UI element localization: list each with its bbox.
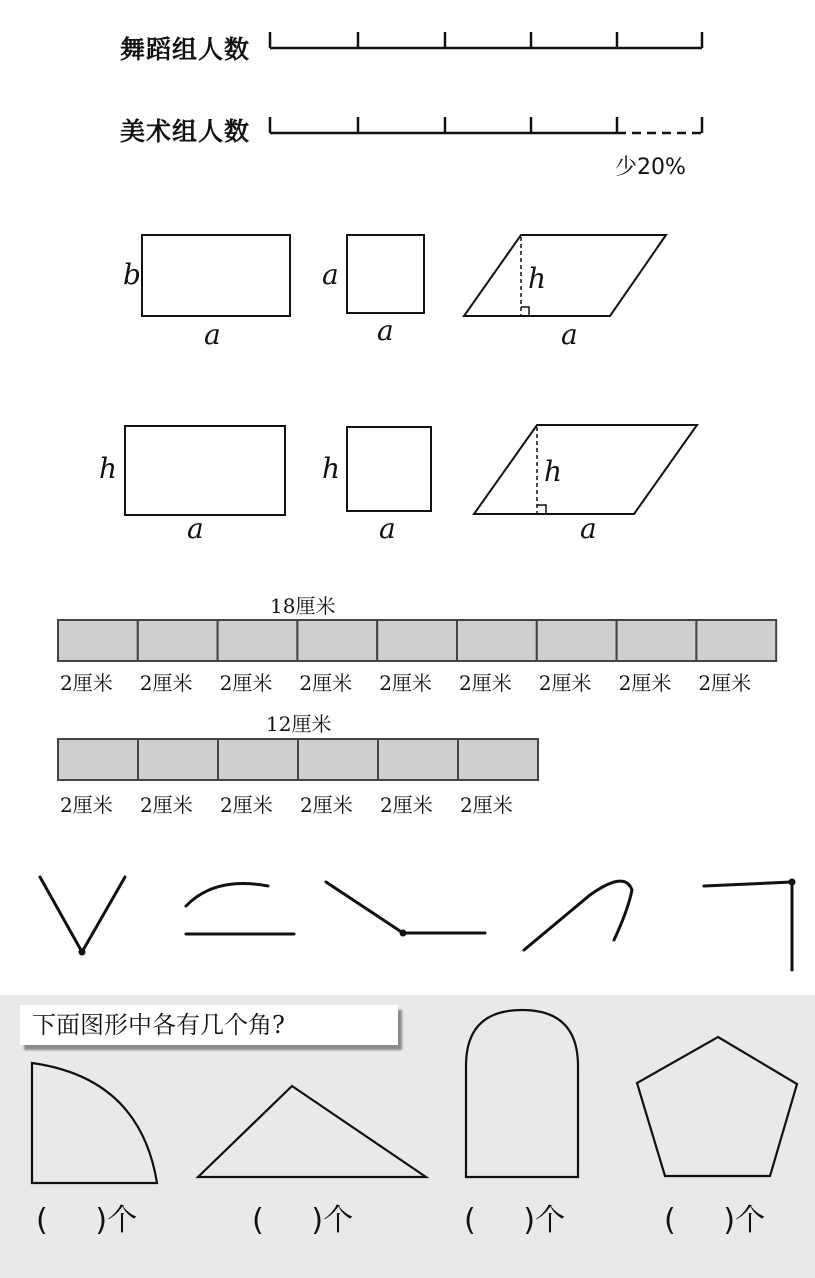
rect1-bottom-label: a xyxy=(204,318,221,351)
top-segment-label: 2厘米 xyxy=(60,671,113,695)
rect2-bottom-label: a xyxy=(187,512,204,545)
square2-bottom-label: a xyxy=(379,512,396,545)
para1-bottom-label: a xyxy=(561,318,578,351)
bottom-segment-label: 2厘米 xyxy=(380,793,433,817)
answer-blank-1[interactable]: ( )个 xyxy=(36,1203,138,1238)
square1-bottom-label: a xyxy=(377,314,394,347)
top-segment-label: 2厘米 xyxy=(698,671,752,695)
bottom-segment-label: 2厘米 xyxy=(460,793,513,817)
top-segment-label: 2厘米 xyxy=(299,671,353,695)
answer-blank-3[interactable]: ( )个 xyxy=(464,1203,566,1238)
top-segment-label: 2厘米 xyxy=(219,671,273,695)
top-segment-label: 2厘米 xyxy=(379,671,432,695)
pentagon-shape xyxy=(637,1037,797,1176)
strip-top-total: 18厘米 xyxy=(270,594,336,618)
quarter-circle-shape xyxy=(32,1063,157,1183)
bottom-segment-label: 2厘米 xyxy=(300,793,353,817)
para1-height-label: h xyxy=(528,262,547,295)
bottom-segment-label: 2厘米 xyxy=(140,793,193,817)
answer-blank-4[interactable]: ( )个 xyxy=(664,1203,766,1238)
rect2-side-label: h xyxy=(99,452,118,485)
art-group-label: 美术组人数 xyxy=(120,117,251,146)
para2-height-label: h xyxy=(544,455,563,488)
bottom-segment-label: 2厘米 xyxy=(60,793,113,817)
top-segment-label: 2厘米 xyxy=(618,671,672,695)
square2-side-label: h xyxy=(322,452,341,485)
question-title: 下面图形中各有几个角? xyxy=(20,1005,398,1045)
para2-bottom-label: a xyxy=(580,512,597,545)
square1-side-label: a xyxy=(322,258,339,291)
triangle-shape xyxy=(198,1086,426,1177)
top-segment-label: 2厘米 xyxy=(538,671,592,695)
less-percent-label: 少20% xyxy=(615,155,686,180)
top-segment-label: 2厘米 xyxy=(139,671,193,695)
dance-group-label: 舞蹈组人数 xyxy=(120,35,251,64)
rect1-side-label: b xyxy=(123,258,141,291)
answer-blank-2[interactable]: ( )个 xyxy=(252,1203,354,1238)
top-segment-label: 2厘米 xyxy=(459,671,512,695)
strip-bottom-total: 12厘米 xyxy=(266,712,332,736)
arch-shape xyxy=(466,1010,578,1177)
bottom-segment-label: 2厘米 xyxy=(220,793,273,817)
